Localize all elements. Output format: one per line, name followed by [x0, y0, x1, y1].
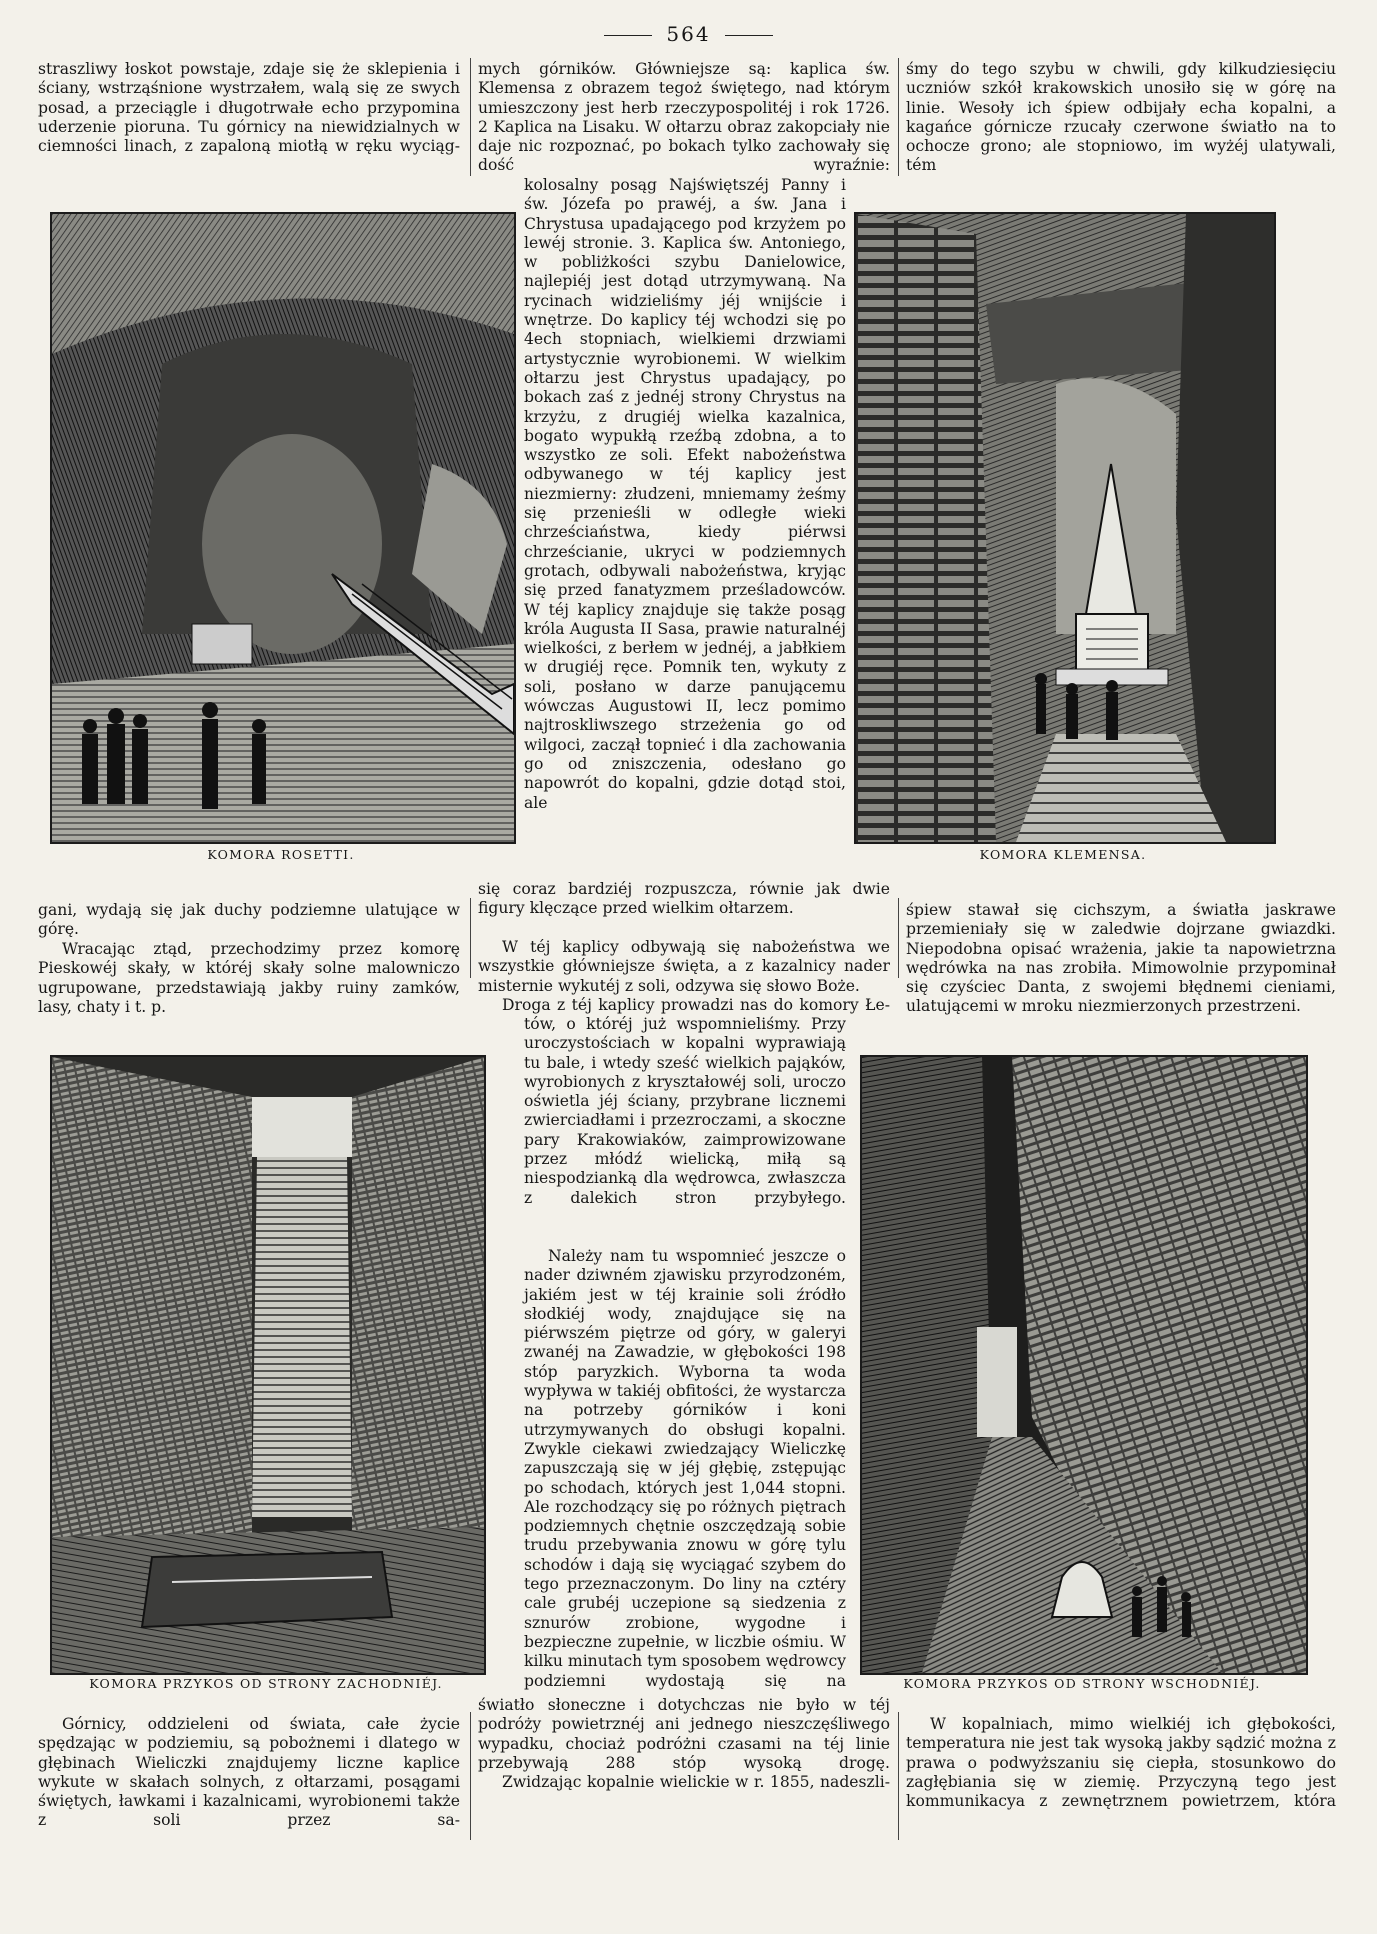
article-text-center-lower: tów, o któréj już wspomnieliśmy. Przy uroczystościach w kopalni wyprawiają tu bale, i wtedy sześć wielkich pająków, wyrobionych z kryształowéj soli, uroczo oświetla jéj ściany, przybrane licznemi zwierciadłami i przezroczami, a skoczne pary Krakowiaków, zaimprowizowane przez młódź wielicką, miłą są niespodzianką dla wędrowca, zwłaszcza z dalekich stron przybyłego. — [524, 1015, 846, 1207]
article-text-left-middle: gani, wydają się jak duchy podziemne ulatujące w górę. — [38, 901, 460, 939]
article-text-left-bottom: Górnicy, oddzieleni od świata, całe życie spędzając w podziemiu, są pobożnemi i dlatego w głębinach Wieliczki znajdujemy liczne kaplice wykute w skałach solnych, z ołtarzami, posągami świętych, ławkami i kazalnicami, wyrobionemi także z soli przez sa- — [38, 1715, 460, 1830]
column-rule-left — [470, 58, 471, 176]
illustration-komora-przykos-wschodniej — [860, 1055, 1308, 1675]
article-text-center-middle: kolosalny posąg Najświętszéj Panny i św. Józefa po prawéj, a św. Jana i Chrystusa upadającego pod krzyżem po lewéj stronie. 3. Kaplica św. Antoniego, w pobliżkości szybu Danielowice, najlepiéj jest dotąd utrzymywaną. Na rycinach widzieliśmy jéj wnijście i wnętrze. Do kaplicy téj wchodzi się po 4ech stopniach, wielkiemi drzwiami artystycznie wyrobionemi. W wielkim ołtarzu jest Chrystus upadający, po bokach zaś z jednéj strony Chrystus na krzyżu, z drugiéj wielka kazalnica, bogato wypukłą rzeźbą zdobna, a to wszystko ze soli. Efekt nabożeństwa odbywanego w téj kaplicy jest niezmierny: złudzeni, mniemamy żeśmy się przenieśli w odległe wieki chrześciaństwa, kiedy piérwsi chrześcianie, ukryci w podziemnych grotach, odbywali nabożeństwa, kryjąc się przed fanatyzmem prześladowców. W téj kaplicy znajduje się także posąg króla Augusta II Sasa, prawie naturalnéj wielkości, z berłem w jednéj, a jabłkiem w drugiéj ręce. Pomnik ten, wykuty z soli, posłano w darze panującemu wówczas Augustowi II, lecz pomimo najtroskliwszego strzeżenia go od wilgoci, zaczął topnieć i dla zachowania go od zniszczenia, odesłano go napowrót do kopalni, gdzie dotąd stoi, ale — [524, 176, 846, 812]
article-text-center-lower-p3: Zwykle ciekawi zwiedzający Wieliczkę zapuszczają się w jéj głębię, zstępując po schodach, których jest 1,044 stopni. Ale rozchodzący się po różnych piętrach podziemnych chętnie oszczędzają sobie trudu przebywania znowu w górę tylu schodów i dają się wyciągać szybem do tego przeznaczonym. Do liny na cztéry cale grubéj uczepione są siedzenia z sznurów zrobione, wygodne i bezpieczne zupełnie, w liczbie ośmiu. W kilku minutach tym sposobem wędrowcy podziemni wydostają się na — [524, 1440, 846, 1690]
page-number: 564 — [0, 22, 1377, 46]
article-text-center-bottom-p2: Zwidzając kopalnie wielickie w r. 1855, nadeszli- — [502, 1773, 890, 1791]
caption-komora-przykos-wschodniej: KOMORA PRZYKOS OD STRONY WSCHODNIÉJ. — [903, 1676, 1261, 1691]
article-text-center-para2: W téj kaplicy odbywają się nabożeństwa we wszystkie główniejsze święta, a z kazalnicy nader misternie wykutéj z soli, odzywa się słowo Boże. — [478, 938, 890, 995]
article-text-left-middle-p2: Wracając ztąd, przechodzimy przez komorę Pieskowéj skały, w któréj skały solne malowniczo ugrupowane, przedstawiają jakby ruiny zamków, lasy, chaty i t. p. — [38, 940, 460, 1016]
illustration-komora-klemensa — [854, 212, 1276, 844]
caption-komora-klemensa: KOMORA KLEMENSA. — [979, 847, 1147, 862]
article-text-center-para3: Droga z téj kaplicy prowadzi nas do komory Łe- — [502, 996, 890, 1014]
column-rule-left-bottom — [470, 1712, 471, 1840]
caption-komora-przykos-zachodniej: KOMORA PRZYKOS OD STRONY ZACHODNIÉJ. — [89, 1676, 443, 1691]
illustration-komora-przykos-zachodniej — [50, 1055, 486, 1675]
article-text-center-top: mych górników. Główniejsze są: kaplica św. Klemensa z obrazem tegoż świętego, nad którym umieszczony jest herb rzeczypospolitéj i rok 1726. 2 Kaplica na Lisaku. W ołtarzu obraz zakopciały nie daje nic rozpoznać, po bokach tylko zachowały się dość wyraźnie: — [478, 60, 890, 175]
caption-komora-rosetti: KOMORA ROSETTI. — [207, 847, 355, 862]
article-text-center-bottom: światło słoneczne i dotychczas nie było w téj podróży powietrznéj ani jednego nieszczęśliwego wypadku, chociaż podróżni czasami na téj linie przebywają 288 stóp wysoką drogę. — [478, 1696, 890, 1772]
article-text-left-top: straszliwy łoskot powstaje, zdaje się że sklepienia i ściany, wstrząśnione wystrzałem, walą się ze swych posad, a przeciągle i długotrwałe echo przypomina uderzenie pioruna. Tu górnicy na niewidzialnych w ciemności linach, z zapaloną miotłą w ręku wyciąg- — [38, 60, 460, 156]
column-rule-right-bottom — [898, 1712, 899, 1840]
illustration-komora-rosetti — [50, 212, 516, 844]
column-rule-left-mid — [470, 898, 471, 978]
column-rule-right — [898, 58, 899, 176]
article-text-right-top: śmy do tego szybu w chwili, gdy kilkudziesięciu uczniów szkół krakowskich unosiło się w górę na linie. Wesoły ich śpiew odbijały echa kopalni, a kagańce górnicze rzucały czerwone światło na to ochocze grono; ale stopniowo, im wyżéj ulatywali, tém — [906, 60, 1336, 175]
column-rule-right-mid — [898, 898, 899, 978]
article-text-center-lower-p2: Należy nam tu wspomnieć jeszcze o nader dziwném zjawisku przyrodzoném, jakiém jest w téj krainie soli źródło słodkiéj wody, znajdujące się na piérwszém piętrze od góry, w galeryi zwanéj na Zawadzie, w głębokości 198 stóp paryzkich. Wyborna ta woda wypływa w takiéj obfitości, że wystarcza na potrzeby górników i koni utrzymywanych do obsługi kopalni. — [524, 1247, 846, 1439]
article-text-right-middle: śpiew stawał się cichszym, a światła jaskrawe przemieniały się w zaledwie dojrzane gwiazdki. Niepodobna opisać wrażenia, jakie ta napowietrzna wędrówka na nas zrobiła. Mimowolnie przypominał się czyściec Danta, z swojemi błędnemi cieniami, ulatującemi w mroku niezmierzonych przestrzeni. — [906, 901, 1336, 1016]
article-text-center-wide: się coraz bardziéj rozpuszcza, równie jak dwie figury klęczące przed wielkim ołtarzem. — [478, 880, 890, 918]
article-text-right-bottom: W kopalniach, mimo wielkiéj ich głębokości, temperatura nie jest tak wysoką jakby sądzić można z prawa o podwyższaniu się ciepła, stosunkowo do zagłębiania się w ziemię. Przyczyną tego jest kommunikacya z zewnętrznem powietrzem, która — [906, 1715, 1336, 1811]
